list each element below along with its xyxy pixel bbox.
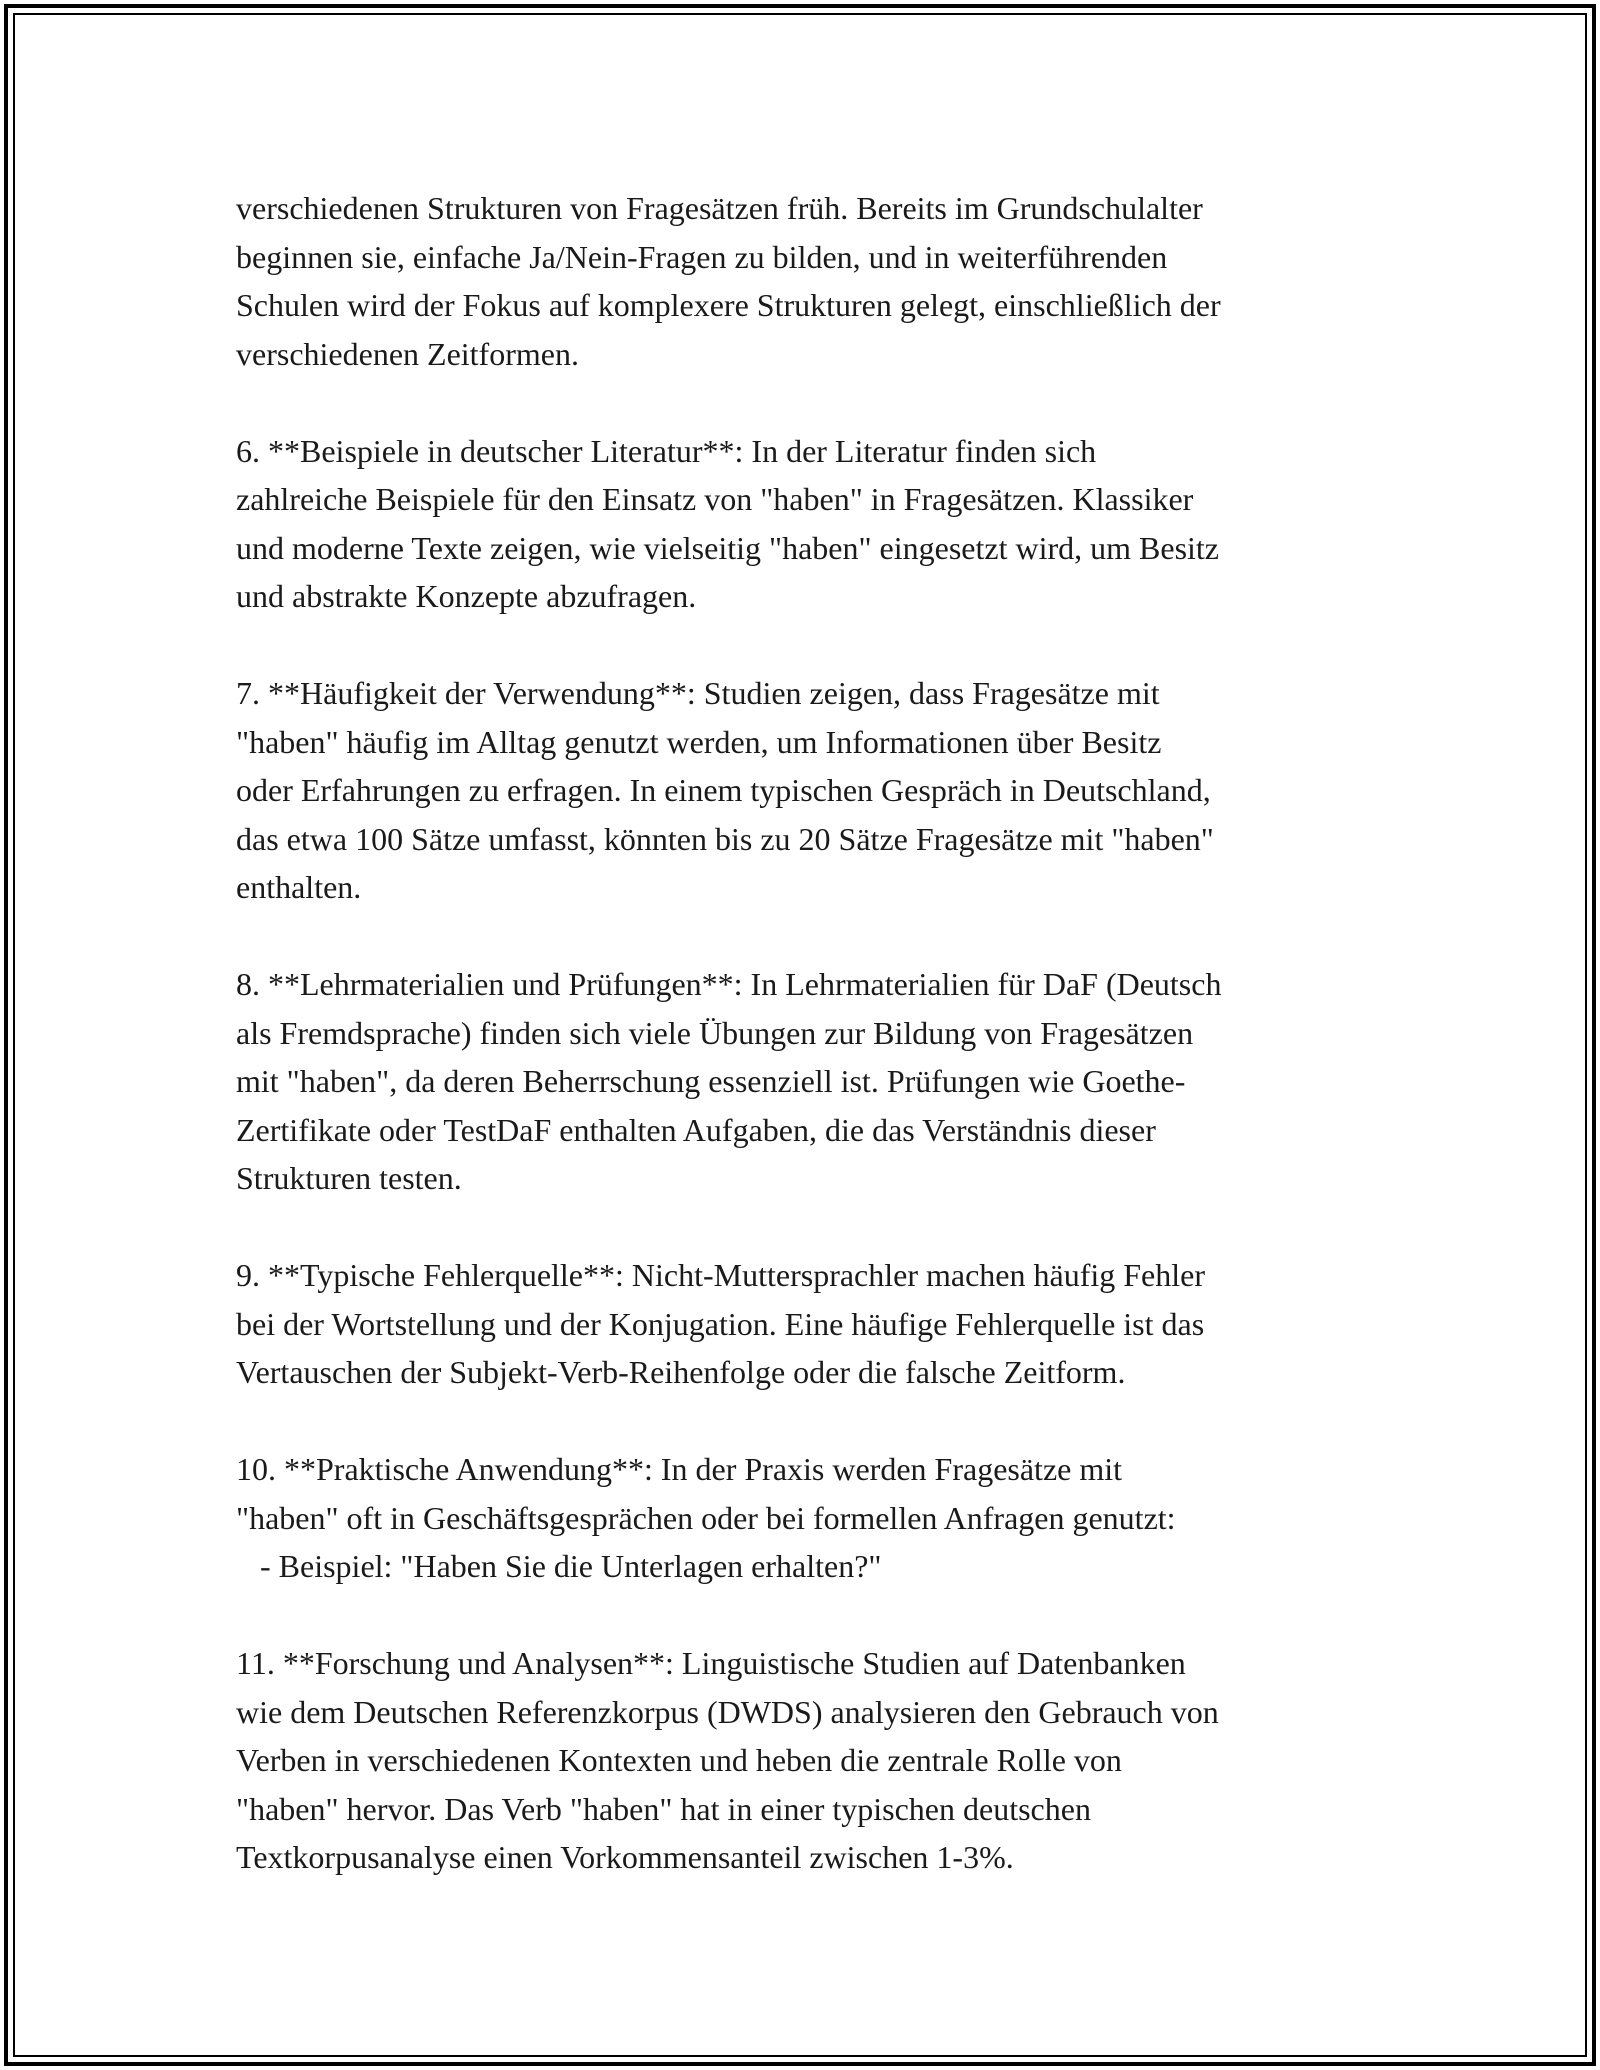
text-line: "haben" hervor. Das Verb "haben" hat in einer typischen deutschen (236, 1790, 1091, 1827)
paragraph-item-6 (236, 427, 1366, 621)
text-line: 11. **Forschung und Analysen**: Linguistische Studien auf Datenbanken (236, 1645, 1186, 1681)
text-line: bei der Wortstellung und der Konjugation. Eine häufige Fehlerquelle ist das (236, 1305, 1205, 1342)
text-line: 7. **Häufigkeit der Verwendung**: Studien zeigen, dass Fragesätze mit (236, 675, 1160, 711)
paragraph-item-7 (236, 669, 1366, 912)
text-line: Vertauschen der Subjekt-Verb-Reihenfolge oder die falsche Zeitform. (236, 1354, 1126, 1390)
text-line: zahlreiche Beispiele für den Einsatz von "haben" in Fragesätzen. Klassiker (236, 481, 1194, 517)
text-line: 10. **Praktische Anwendung**: In der Praxis werden Fragesätze mit (236, 1451, 1123, 1487)
text-line: als Fremdsprache) finden sich viele Übungen zur Bildung von Fragesätzen (236, 1014, 1194, 1051)
text-line: Textkorpusanalyse einen Vorkommensanteil zwischen 1-3%. (236, 1839, 1014, 1875)
text-line: mit "haben", da deren Beherrschung essenziell ist. Prüfungen wie Goethe- (236, 1063, 1186, 1099)
paragraph-item-11 (236, 1639, 1366, 1882)
paragraph-item-10 (236, 1445, 1366, 1591)
text-line: oder Erfahrungen zu erfragen. In einem typischen Gespräch in Deutschland, (236, 772, 1211, 808)
text-line: "haben" oft in Geschäftsgesprächen oder bei formellen Anfragen genutzt: (236, 1499, 1176, 1536)
text-line: 8. **Lehrmaterialien und Prüfungen**: In Lehrmaterialien für DaF (Deutsch (236, 966, 1222, 1002)
text-line: Verben in verschiedenen Kontexten und heben die zentrale Rolle von (236, 1742, 1122, 1778)
text-line: beginnen sie, einfache Ja/Nein-Fragen zu bilden, und in weiterführenden (236, 238, 1168, 275)
text-line: und abstrakte Konzepte abzufragen. (236, 578, 697, 614)
text-line: verschiedenen Strukturen von Fragesätzen früh. Bereits im Grundschulalter (236, 190, 1203, 226)
text-line-example: - Beispiel: "Haben Sie die Unterlagen erhalten?" (236, 1548, 882, 1584)
text-line: wie dem Deutschen Referenzkorpus (DWDS) analysieren den Gebrauch von (236, 1693, 1219, 1730)
paragraph-intro-continuation (236, 184, 1366, 378)
text-line: "haben" häufig im Alltag genutzt werden, um Informationen über Besitz (236, 723, 1162, 760)
text-line: enthalten. (236, 869, 362, 905)
text-line: 9. **Typische Fehlerquelle**: Nicht-Muttersprachler machen häufig Fehler (236, 1257, 1205, 1293)
paragraph-item-9 (236, 1251, 1366, 1397)
text-line: und moderne Texte zeigen, wie vielseitig "haben" eingesetzt wird, um Besitz (236, 529, 1219, 566)
text-line: Strukturen testen. (236, 1160, 462, 1196)
text-line: Zertifikate oder TestDaF enthalten Aufgaben, die das Verständnis dieser (236, 1111, 1156, 1148)
text-line: Schulen wird der Fokus auf komplexere Strukturen gelegt, einschließlich der (236, 287, 1221, 323)
paragraph-item-8 (236, 960, 1366, 1203)
document-body (236, 184, 1366, 1882)
text-line: 6. **Beispiele in deutscher Literatur**: In der Literatur finden sich (236, 432, 1097, 469)
text-line: das etwa 100 Sätze umfasst, könnten bis zu 20 Sätze Fragesätze mit "haben" (236, 820, 1214, 857)
text-line: verschiedenen Zeitformen. (236, 335, 579, 372)
